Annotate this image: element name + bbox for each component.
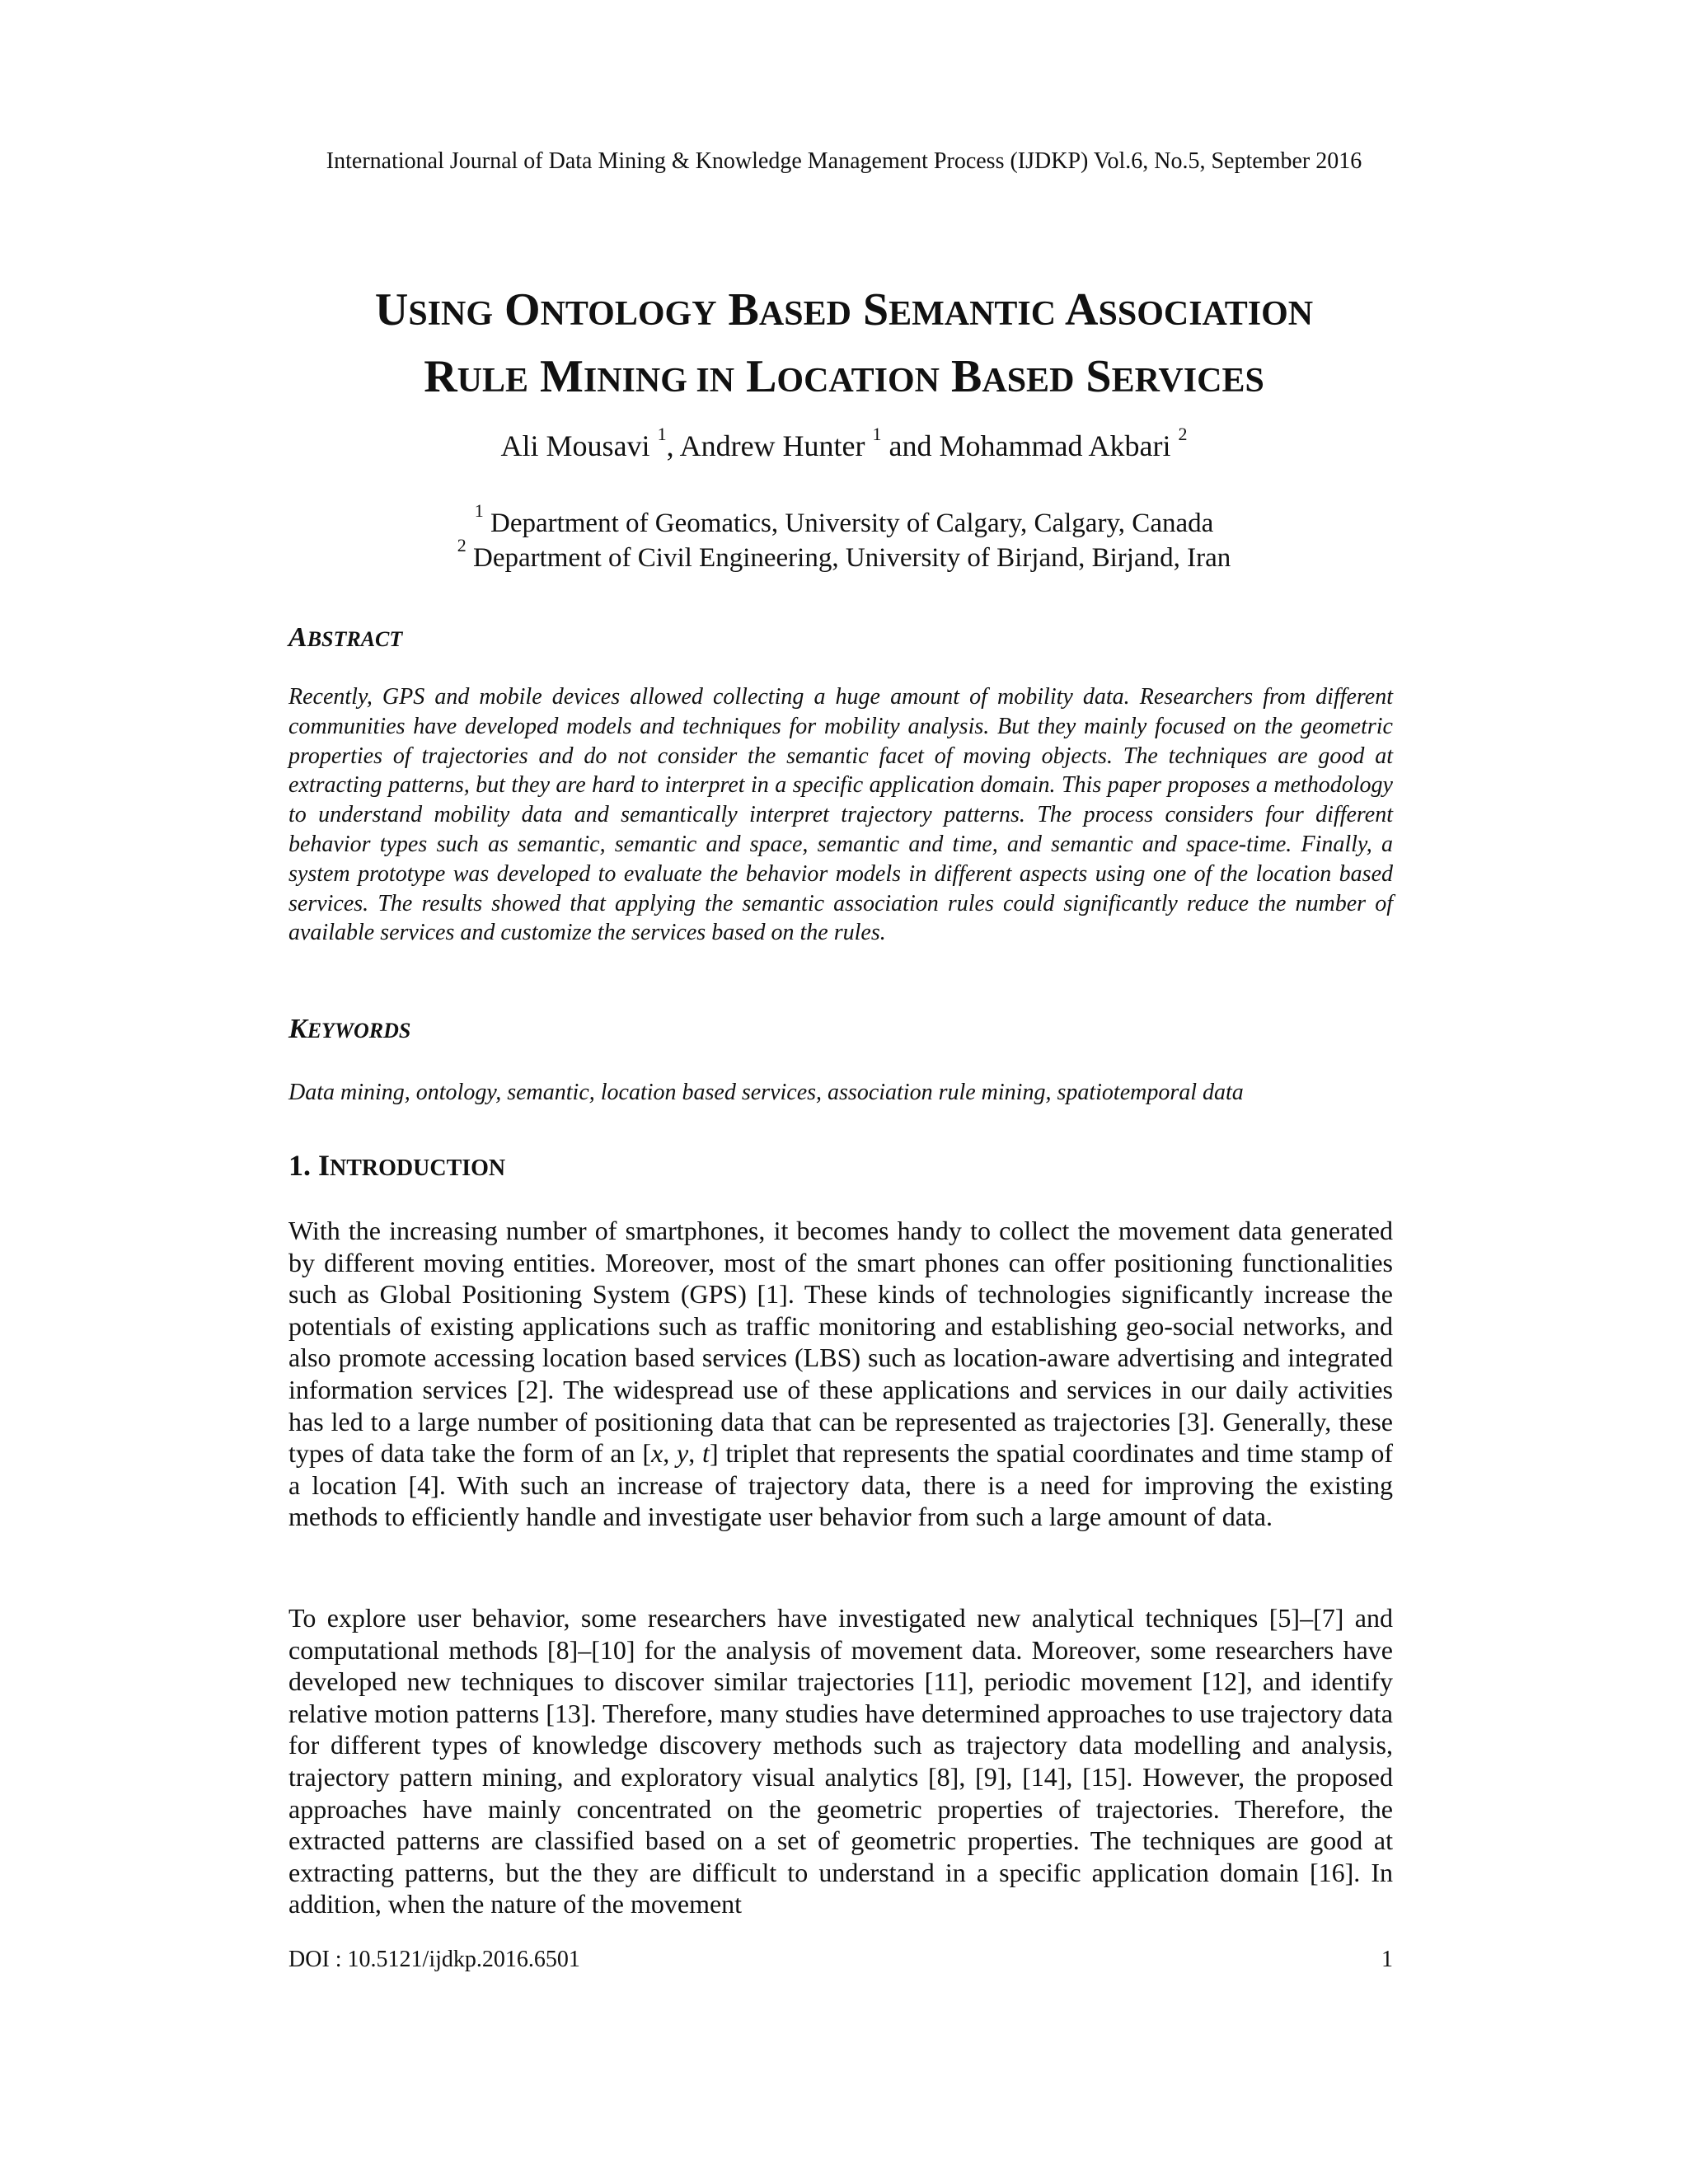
title-word: LOCATION: [746, 351, 940, 402]
paper-title: [165, 279, 1523, 412]
title-line-2: [165, 345, 1523, 412]
author-list: [0, 424, 1688, 463]
title-word: ONTOLOGY: [504, 284, 717, 335]
keywords-text: Data mining, ontology, semantic, location based services, association rule mining, spatiotemporal data: [288, 1080, 1244, 1105]
affiliation-text: Department of Civil Engineering, University of Birjand, Birjand, Iran: [473, 543, 1231, 573]
running-header: International Journal of Data Mining & Knowledge Management Process (IJDKP) Vol.6, No.5, September 2016: [326, 148, 1362, 174]
page-number: 1: [1381, 1947, 1393, 1972]
introduction-paragraph-2: To explore user behavior, some researchers have investigated new analytical techniques [5]–[7] and computational methods [8]–[10] for the analysis of movement data. Moreover, some researchers have developed new techniques to discover similar trajectories [11], periodic movement [12], and identify relative motion patterns [13]. Therefore, many studies have determined approaches to use trajectory data for different types of knowledge discovery methods such as trajectory data modelling and analysis, trajectory pattern mining, and exploratory visual analytics [8], [9], [14], [15]. However, the proposed approaches have mainly concentrated on the geometric properties of trajectories. Therefore, the extracted patterns are classified based on a set of geometric properties. The techniques are good at extracting patterns, but the they are difficult to understand in a specific application domain [16]. In addition, when the nature of the movement: [288, 1603, 1393, 1919]
author-name: Ali Mousavi: [500, 429, 650, 462]
author-name: Andrew Hunter: [679, 429, 865, 462]
title-word: SEMANTIC: [862, 284, 1057, 335]
introduction-heading: 1. INTRODUCTION: [288, 1149, 506, 1182]
keywords-heading: KEYWORDS: [288, 1014, 411, 1044]
author-name: Mohammad Akbari: [939, 429, 1171, 462]
author-affiliation-mark: 2: [1178, 424, 1188, 444]
title-word: RULE: [424, 351, 528, 402]
title-line-1: [165, 279, 1523, 345]
title-word: BASED: [951, 351, 1075, 402]
title-word: ASSOCIATION: [1065, 284, 1314, 335]
footer-doi: DOI : 10.5121/ijdkp.2016.6501: [288, 1947, 580, 1972]
author-separator: and: [881, 429, 940, 462]
affiliation-mark: 2: [457, 535, 467, 555]
title-word: USING: [374, 284, 494, 335]
author-affiliation-mark: 1: [872, 424, 882, 444]
title-word: MINING IN: [540, 351, 735, 402]
affiliation-1: [0, 500, 1688, 539]
abstract-heading: ABSTRACT: [288, 622, 403, 653]
affiliation-2: [0, 535, 1688, 574]
author-affiliation-mark: 1: [657, 424, 667, 444]
abstract-text: Recently, GPS and mobile devices allowed collecting a huge amount of mobility data. Researchers from different communities have developed models and techniques for mobility analysis. But they mainly focused on the geometric properties of trajectories and do not consider the semantic facet of moving objects. The techniques are good at extracting patterns, but they are hard to interpret in a specific application domain. This paper proposes a methodology to understand mobility data and semantically interpret trajectory patterns. The process considers four different behavior types such as semantic, semantic and space, semantic and time, and semantic and space-time. Finally, a system prototype was developed to evaluate the behavior models in different aspects using one of the location based services. The results showed that applying the semantic association rules could significantly reduce the number of available services and customize the services based on the rules.: [288, 684, 1393, 946]
author-separator: ,: [666, 429, 680, 462]
title-word: SERVICES: [1085, 351, 1264, 402]
introduction-paragraph-1: With the increasing number of smartphones, it becomes handy to collect the movement data generated by different moving entities. Moreover, most of the smart phones can offer positioning functionalities such as Global Positioning System (GPS) [1]. These kinds of technologies significantly increase the potentials of existing applications such as traffic monitoring and establishing geo-social networks, and also promote accessing location based services (LBS) such as location-aware advertising and integrated information services [2]. The widespread use of these applications and services in our daily activities has led to a large number of positioning data that can be represented as trajectories [3]. Generally, these types of data take the form of an [x, y, t] triplet that represents the spatial coordinates and time stamp of a location [4]. With such an increase of trajectory data, there is a need for improving the existing methods to efficiently handle and investigate user behavior from such a large amount of data.: [288, 1216, 1394, 1532]
affiliation-text: Department of Geomatics, University of Calgary, Calgary, Canada: [490, 509, 1214, 538]
affiliation-mark: 1: [474, 500, 484, 521]
title-word: BASED: [728, 284, 851, 335]
